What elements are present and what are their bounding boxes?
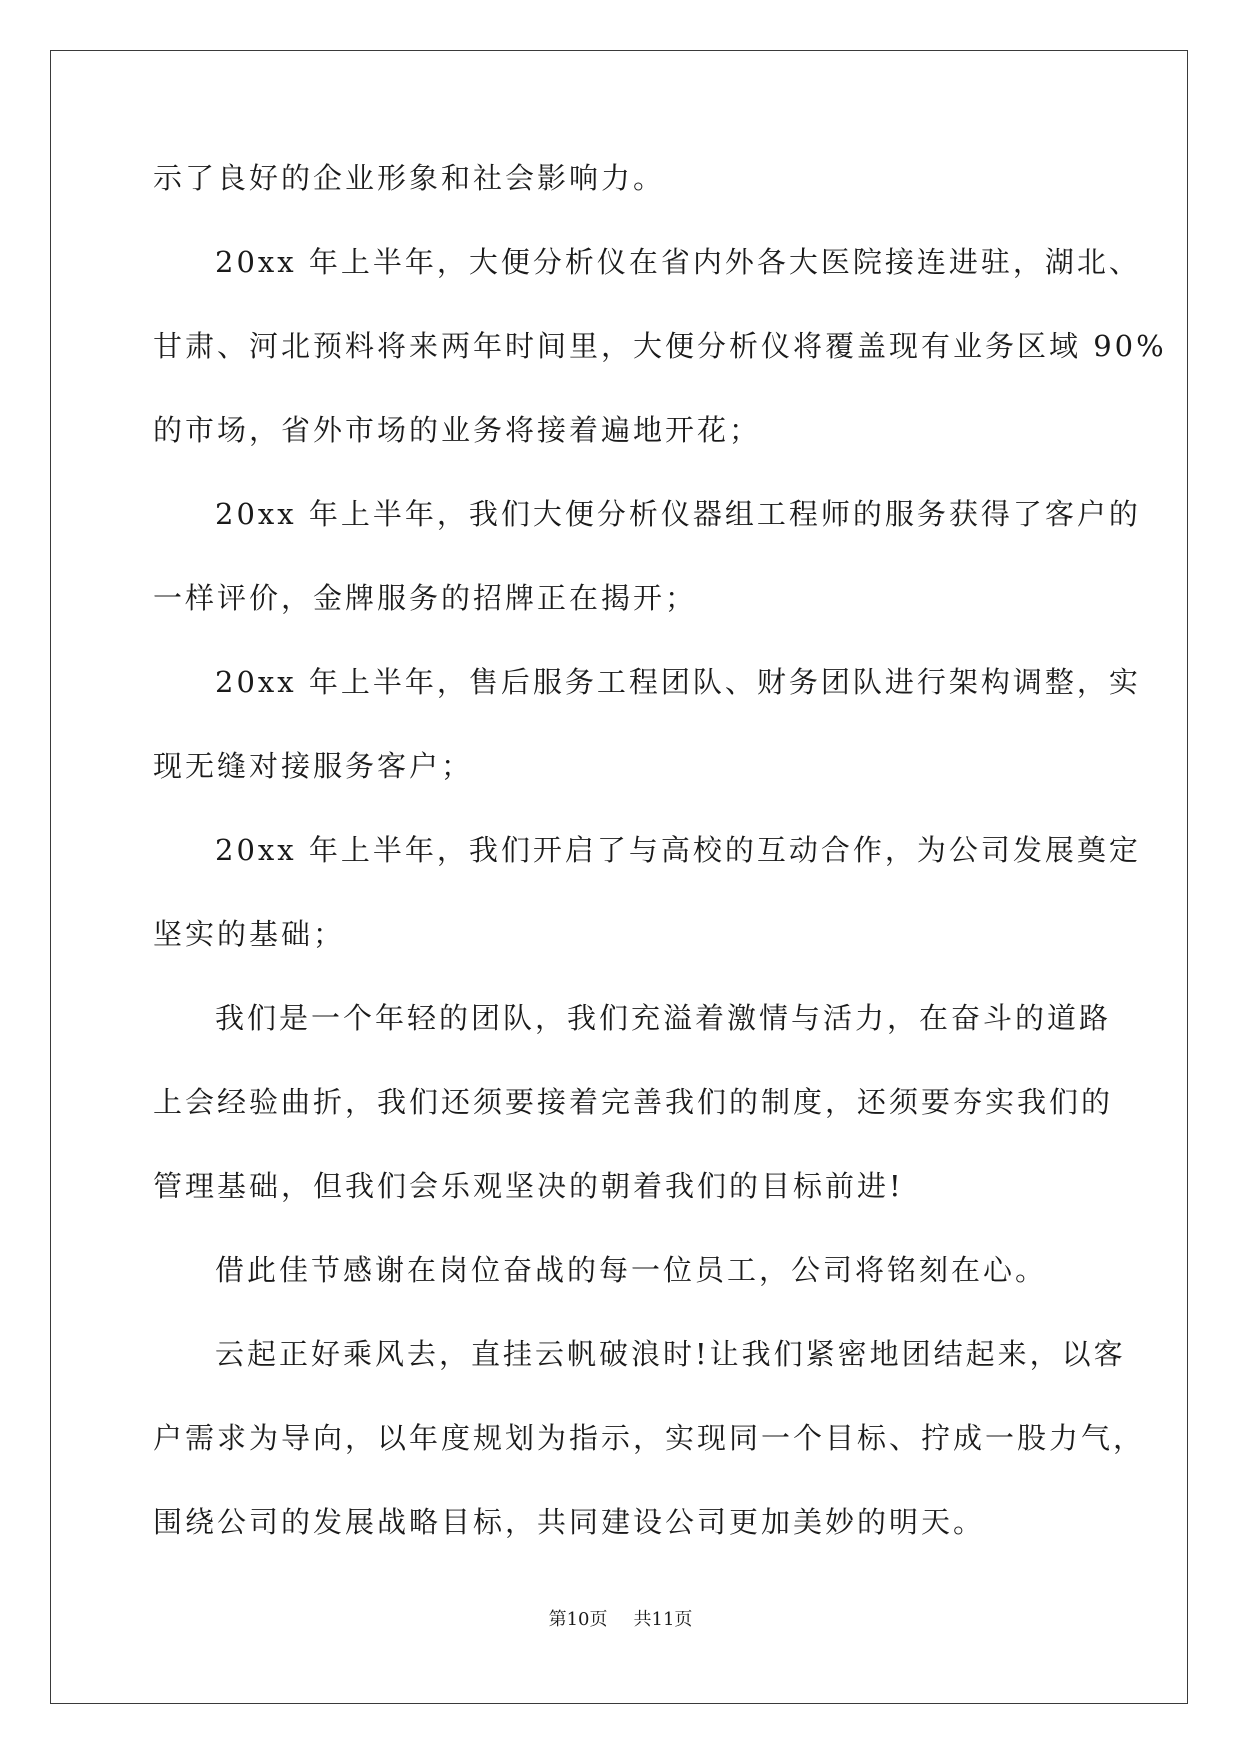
- document-body: [153, 160, 1167, 1588]
- text-line: 20xx 年上半年，我们开启了与高校的互动合作，为公司发展奠定: [215, 833, 1141, 867]
- text-line: 甘肃、河北预料将来两年时间里，大便分析仪将覆盖现有业务区域 90%: [153, 329, 1167, 363]
- total-pages-label: 共11页: [633, 1609, 693, 1630]
- text-line: 20xx 年上半年，大便分析仪在省内外各大医院接连进驻，湖北、: [215, 245, 1141, 279]
- text-line: 围绕公司的发展战略目标，共同建设公司更加美妙的明天。: [153, 1505, 986, 1539]
- text-line: 20xx 年上半年，我们大便分析仪器组工程师的服务获得了客户的: [215, 497, 1141, 531]
- text-line: 上会经验曲折，我们还须要接着完善我们的制度，还须要夯实我们的: [153, 1085, 1114, 1119]
- current-page-label: 第10页: [548, 1609, 608, 1630]
- page-footer: [0, 1605, 1241, 1631]
- text-line: 管理基础，但我们会乐观坚决的朝着我们的目标前进!: [153, 1169, 904, 1203]
- text-line: 借此佳节感谢在岗位奋战的每一位员工，公司将铭刻在心。: [215, 1253, 1048, 1287]
- text-line: 现无缝对接服务客户；: [153, 749, 474, 783]
- text-line: 20xx 年上半年，售后服务工程团队、财务团队进行架构调整，实: [215, 665, 1141, 699]
- text-line: 户需求为导向，以年度规划为指示，实现同一个目标、拧成一股力气，: [153, 1421, 1146, 1455]
- text-line: 坚实的基础；: [153, 917, 346, 951]
- text-line: 我们是一个年轻的团队，我们充溢着激情与活力，在奋斗的道路: [215, 1001, 1112, 1035]
- text-line: 的市场，省外市场的业务将接着遍地开花；: [153, 413, 762, 447]
- text-line: 示了良好的企业形象和社会影响力。: [153, 161, 666, 195]
- text-line: 云起正好乘风去，直挂云帆破浪时!让我们紧密地团结起来，以客: [215, 1337, 1126, 1371]
- text-line: 一样评价，金牌服务的招牌正在揭开；: [153, 581, 698, 615]
